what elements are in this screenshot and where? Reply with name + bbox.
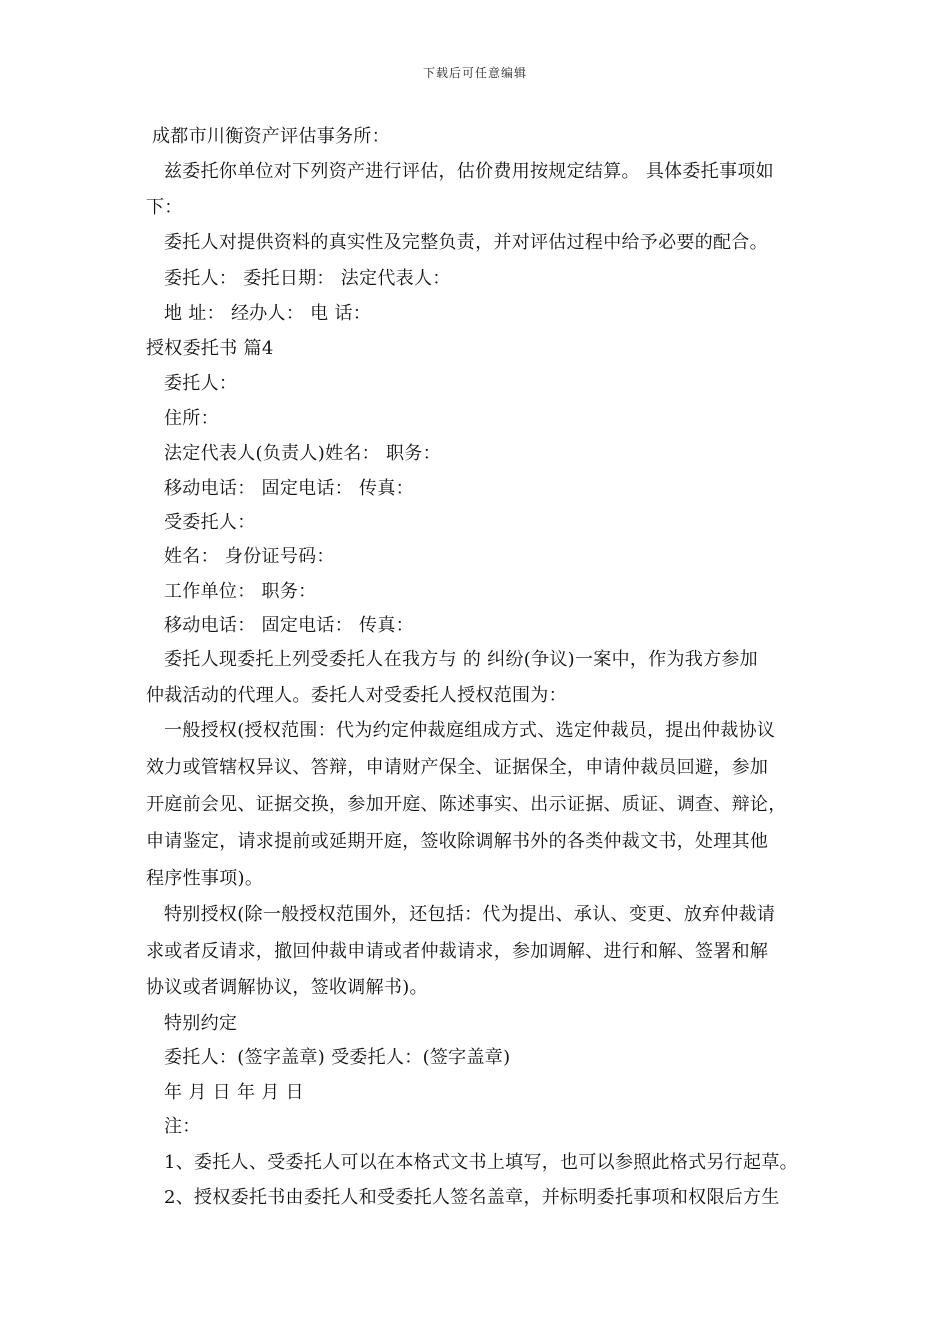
note-item: 2、授权委托书由委托人和受委托人签名盖章，并标明委托事项和权限后方生 (164, 1187, 780, 1208)
body-line: 仲裁活动的代理人。委托人对受委托人授权范围为： (146, 685, 567, 706)
field-line: 受委托人： (164, 512, 256, 533)
signature-fields-line: 委托人： 委托日期： 法定代表人： (164, 268, 451, 289)
signature-line: 委托人：(签字盖章) 受委托人：(签字盖章) (164, 1047, 511, 1068)
field-line: 法定代表人(负责人)姓名： 职务： (164, 443, 441, 464)
body-line: 委托人对提供资料的真实性及完整负责，并对评估过程中给予必要的配合。 (164, 232, 768, 253)
note-item: 1、委托人、受委托人可以在本格式文书上填写，也可以参照此格式另行起草。 (164, 1152, 798, 1173)
field-line: 工作单位： 职务： (164, 581, 317, 602)
body-line: 申请鉴定，请求提前或延期开庭，签收除调解书外的各类仲裁文书，处理其他 (146, 831, 769, 852)
page-header: 下载后可任意编辑 (422, 66, 527, 80)
addressee-line: 成都市川衡资产评估事务所： (152, 126, 390, 147)
field-line: 姓名： 身份证号码： (164, 546, 335, 567)
body-line: 特别约定 (164, 1013, 238, 1034)
body-line: 求或者反请求，撤回仲裁申请或者仲裁请求，参加调解、进行和解、签署和解 (146, 941, 769, 962)
body-line: 效力或管辖权异议、答辩，申请财产保全、证据保全，申请仲裁员回避，参加 (146, 757, 769, 778)
field-line: 移动电话： 固定电话： 传真： (164, 478, 414, 499)
field-line: 移动电话： 固定电话： 传真： (164, 615, 414, 636)
field-line: 住所： (164, 408, 219, 429)
body-line: 特别授权(除一般授权范围外，还包括：代为提出、承认、变更、放弃仲裁请 (164, 904, 776, 925)
date-line: 年 月 日 年 月 日 (164, 1082, 304, 1103)
body-line: 程序性事项)。 (146, 868, 264, 889)
section-heading: 授权委托书 篇4 (146, 338, 274, 359)
body-line: 协议或者调解协议，签收调解书)。 (146, 977, 428, 998)
body-line: 下： (146, 197, 183, 218)
body-line: 兹委托你单位对下列资产进行评估，估价费用按规定结算。 具体委托事项如 (164, 161, 774, 182)
body-line: 委托人现委托上列受委托人在我方与 的 纠纷(争议)一案中，作为我方参加 (164, 649, 758, 670)
body-line: 开庭前会见、证据交换，参加开庭、陈述事实、出示证据、质证、调查、辩论， (146, 794, 787, 815)
body-line: 一般授权(授权范围：代为约定仲裁庭组成方式、选定仲裁员，提出仲裁协议 (164, 720, 776, 741)
note-heading: 注： (164, 1116, 201, 1137)
contact-fields-line: 地 址： 经办人： 电 话： (164, 303, 372, 324)
field-line: 委托人： (164, 373, 238, 394)
